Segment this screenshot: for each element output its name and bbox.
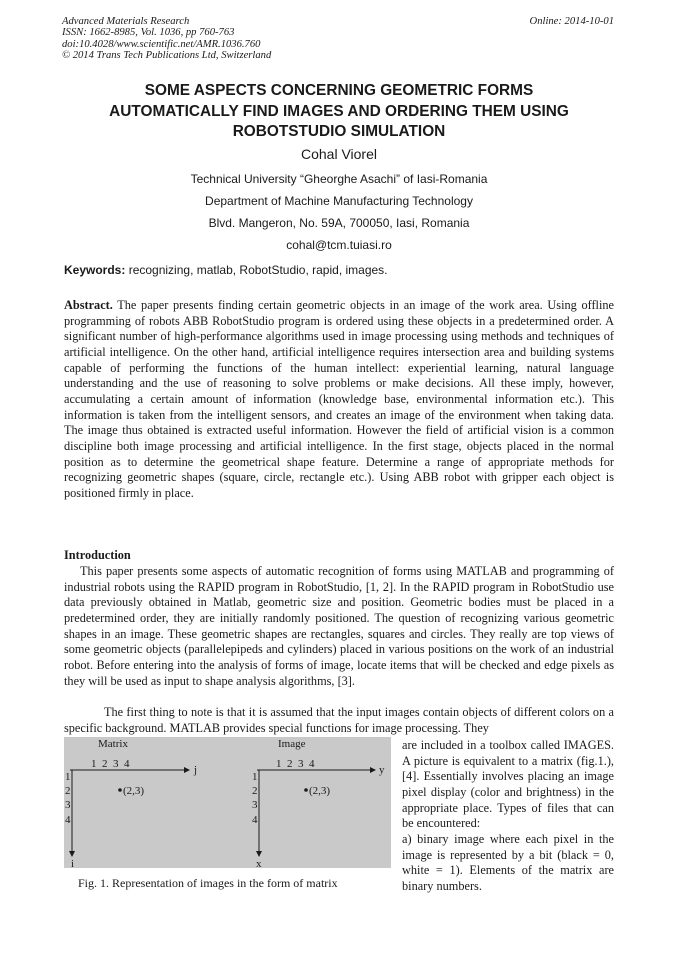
issn-line: ISSN: 1662-8985, Vol. 1036, pp 760-763 [62, 27, 235, 39]
image-x-label: x [256, 858, 262, 868]
image-point-label: (2,3) [309, 785, 331, 797]
affiliation-email: cohal@tcm.tuiasi.ro [286, 238, 392, 252]
doi-line: doi:10.4028/www.scientific.net/AMR.1036.760 [62, 38, 261, 50]
figure-caption: Fig. 1. Representation of images in the form of matrix [78, 876, 338, 890]
affiliation-department: Department of Machine Manufacturing Technology [205, 194, 473, 208]
introduction-paragraph-1: This paper presents some aspects of automatic recognition of forms using MATLAB and programming of industrial robots using the RAPID program in RobotStudio, [1, 2]. In the RAPID program in RobotStudio use data previously obtained in Matlab, geometric size and position. Geometric bodies must be placed in a predetermined order, they are initially randomly positioned. The question of recognizing various geometric shapes in an image. These geometric shapes are rectangles, squares and circles. They really are top views of some geometric objects (parallelepipeds and cylinders) placed in various positions on the work of an industrial robot. Before entering into the analysis of forms of image, locate items that will be checked and edge pixels as they will be used as input to shape analysis algorithms, [3]. [64, 564, 614, 688]
matrix-row-3: 3 [65, 799, 71, 811]
abstract-label: Abstract. [64, 298, 113, 312]
journal-name: Advanced Materials Research [62, 16, 190, 27]
image-row-4: 4 [252, 814, 258, 826]
keywords-label: Keywords: [64, 263, 126, 277]
matrix-row-2: 2 [65, 785, 71, 797]
matrix-j-label: j [194, 764, 198, 776]
matrix-i-label: i [71, 858, 75, 868]
image-point [304, 788, 308, 792]
abstract [64, 298, 614, 502]
side-paragraph-1: are included in a toolbox called IMAGES. A picture is equivalent to a matrix (fig.1.), [4]. Essentially involves placing an image pixel display (color and brightness) in the appropriate place. Types of files that can be encountered: [402, 738, 614, 831]
matrix-row-4: 4 [65, 814, 71, 826]
paper-title [40, 81, 638, 143]
title-line-3: ROBOTSTUDIO SIMULATION [232, 123, 446, 140]
figure-1 [64, 737, 391, 868]
affiliation-address: Blvd. Mangeron, No. 59A, 700050, Iasi, Romania [208, 216, 470, 230]
image-row-3: 3 [252, 799, 258, 811]
matrix-row-1: 1 [65, 771, 71, 783]
journal-header [62, 16, 271, 61]
image-vertical-arrowhead [256, 851, 262, 857]
figure-1-diagram [64, 737, 391, 868]
matrix-title: Matrix [98, 738, 128, 750]
introduction-side-text [402, 738, 614, 895]
title-line-2: AUTOMATICALLY FIND IMAGES AND ORDERING THEM USING [109, 102, 569, 120]
online-date: Online: 2014-10-01 [529, 16, 614, 27]
image-row-1: 1 [252, 771, 258, 783]
image-horizontal-arrowhead [370, 767, 376, 773]
introduction-paragraph-2: The first thing to note is that it is assumed that the input images contain objects of different colors on a specific background. MATLAB provides special functions for image processing. They [64, 705, 614, 735]
title-line-1: SOME ASPECTS CONCERNING GEOMETRIC FORMS [144, 82, 534, 99]
matrix-point-label: (2,3) [123, 785, 145, 797]
image-title: Image [278, 738, 306, 750]
side-paragraph-2: a) binary image where each pixel in the image is represented by a bit (black = 0, white = 1). Elements of the matrix are binary numbers. [402, 831, 614, 893]
image-column-numbers: 1 2 3 4 [276, 758, 315, 770]
image-row-2: 2 [252, 785, 258, 797]
matrix-column-numbers: 1 2 3 4 [91, 758, 130, 770]
introduction-heading: Introduction [64, 548, 131, 562]
affiliation-university: Technical University “Gheorghe Asachi” of Iasi-Romania [190, 172, 488, 186]
copyright-line: © 2014 Trans Tech Publications Ltd, Switzerland [62, 49, 272, 61]
matrix-horizontal-arrowhead [184, 767, 190, 773]
abstract-text: The paper presents finding certain geometric objects in an image of the work area. Using offline programming of robots ABB RobotStudio program is ordered using these objects in a predetermined order. A significant number of high-performance algorithms used in image processing using methods and techniques of artificial intelligence. On the other hand, artificial intelligence requires intersection area and building systems capable of performing the functions of the human intellect: experiential learning, natural language understanding and the use of reasoning to solve problems or make decisions. All these imply, however, accumulating a certain amount of information (knowledge base, environmental information etc.). This information is taken from the intelligent sensors, and creates an image of the environment when taking data. The image thus obtained is extracted useful information. However the field of artificial vision is a common discipline both image processing and artificial intelligence. In the first stage, objects placed in the normal position as to determine the geometrical shape feature. Determine a range of appropriate methods for recognizing geometric shapes (square, circle, rectangle etc.). Using ABB robot with gripper each object is positioned firmly in place. [64, 298, 614, 500]
image-y-label: y [379, 764, 385, 776]
matrix-point [118, 788, 122, 792]
matrix-vertical-arrowhead [69, 851, 75, 857]
author-name: Cohal Viorel [300, 146, 377, 162]
keywords [64, 263, 388, 277]
keywords-text: recognizing, matlab, RobotStudio, rapid, images. [125, 263, 388, 277]
